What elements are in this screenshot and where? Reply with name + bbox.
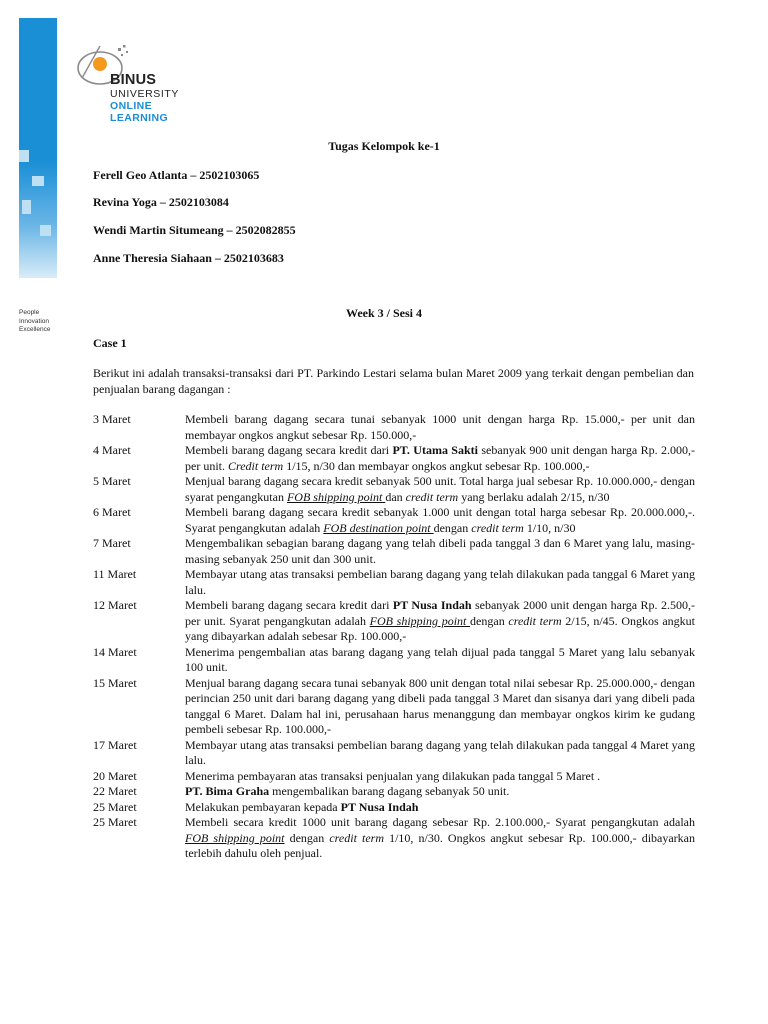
description-segment: 1/10, n/30. Ongkos angkut sebesar Rp. 100.000,- dibayarkan terlebih dahulu oleh penjual. [185, 830, 695, 860]
transaction-description [185, 676, 695, 738]
tagline-line: Excellence [19, 326, 51, 333]
tagline-line: People [19, 309, 40, 316]
logo-line: BINUS [110, 72, 157, 88]
description-segment: Membayar utang atas transaksi pembelian barang dagang yang telah dilakukan pada tanggal 6 Maret yang lalu. [185, 567, 695, 597]
transaction-description [185, 536, 695, 567]
description-segment: Menerima pengembalian atas barang dagang yang telah dijual pada tanggal 5 Maret yang lalu sebanyak 100 unit. [185, 644, 695, 674]
description-segment: Credit term [228, 458, 284, 473]
pixel-block [40, 225, 51, 236]
description-segment: PT Nusa Indah [392, 598, 472, 612]
pixel-block [32, 176, 44, 186]
transaction-date: 22 Maret [93, 784, 137, 798]
transaction-description [185, 815, 695, 862]
intro-paragraph: Berikut ini adalah transaksi-transaksi dari PT. Parkindo Lestari selama bulan Maret 2009 yang terkait dengan pembelian dan penjualan barang dagangan : [93, 366, 694, 396]
transaction-description [185, 505, 695, 536]
description-segment: credit term [508, 613, 562, 628]
transaction-row [93, 800, 695, 816]
transaction-description [185, 645, 695, 676]
transaction-description [185, 443, 695, 474]
transaction-description [185, 769, 695, 785]
session-title: Week 3 / Sesi 4 [345, 306, 422, 320]
transaction-row [93, 769, 695, 785]
tagline-line: Innovation [19, 317, 49, 325]
transaction-list [93, 412, 695, 862]
description-segment: 1/15, n/30 dan membayar ongkos angkut sebesar Rp. 100.000,- [283, 458, 590, 473]
description-segment: 1/10, n/30 [523, 520, 576, 535]
case-title: Case 1 [93, 336, 127, 350]
member-name: Ferell Geo Atlanta – 2502103065 [93, 168, 260, 182]
description-segment: PT. Utama Sakti [392, 443, 478, 457]
transaction-date: 3 Maret [93, 412, 131, 426]
transaction-description [185, 567, 695, 598]
description-segment: Membeli barang dagang secara kredit dari [185, 598, 393, 612]
transaction-description [185, 474, 695, 505]
description-segment: credit term [471, 520, 524, 535]
member-name: Revina Yoga – 2502103084 [93, 195, 229, 209]
transaction-date: 12 Maret [93, 598, 137, 612]
transaction-row [93, 505, 695, 536]
description-segment: credit term [405, 489, 459, 504]
description-segment: FOB destination point [323, 520, 434, 535]
description-segment: dengan [470, 613, 509, 628]
transaction-row [93, 567, 695, 598]
transaction-row [93, 598, 695, 645]
transaction-description [185, 412, 695, 443]
pixel-block [22, 200, 31, 214]
description-segment: Membeli barang dagang secara kredit sebanyak 1.000 unit dengan total harga sebesar Rp. 20.000.000,-. Syarat pengangkutan adalah [185, 505, 695, 535]
transaction-date: 14 Maret [93, 644, 137, 659]
description-segment: Melakukan pembayaran kepada [185, 799, 341, 814]
transaction-date: 20 Maret [93, 768, 137, 783]
transaction-date: 5 Maret [93, 474, 131, 488]
description-segment: mengembalikan barang dagang sebanyak 50 unit. [269, 784, 510, 798]
transaction-date: 25 Maret [93, 799, 137, 814]
description-segment: PT. Bima Graha [185, 784, 270, 798]
description-segment: sebanyak 2000 unit dengan harga Rp. 2.500,- per unit. Syarat pengangkutan adalah [185, 598, 695, 628]
description-segment: FOB shipping point [286, 489, 386, 504]
description-segment: Mengembalikan sebagian barang dagang yang telah dibeli pada tanggal 3 dan 6 Maret yang lalu, masing-masing sebanyak 250 unit dan 300 unit. [185, 536, 695, 566]
transaction-date: 6 Maret [93, 505, 131, 519]
description-segment: Menjual barang dagang secara kredit sebanyak 500 unit. Total harga jual sebesar Rp. 10.000.000,- dengan syarat pengangkutan [185, 474, 695, 504]
transaction-description [185, 784, 695, 800]
transaction-row [93, 536, 695, 567]
description-segment: Membeli barang dagang secara tunai sebanyak 1000 unit dengan harga Rp. 15.000,- per unit dan membayar ongkos angkut sebesar Rp. 150.000,- [185, 412, 695, 442]
description-segment: 2/15, n/45. Ongkos angkut yang dibayarkan adalah sebesar Rp. 100.000,- [185, 613, 696, 643]
member-name: Wendi Martin Situmeang – 2502082855 [93, 223, 296, 237]
logo-line: UNIVERSITY [110, 88, 180, 100]
description-segment: Menjual barang dagang secara tunai sebanyak 800 unit dengan total nilai sebesar Rp. 25.000.000,- dengan perincian 250 unit dari barang dagang yang dibeli pada tanggal 3 Maret dan sisanya dari yang dibeli pada tanggal 6 Maret. Dalam hal ini, perusahaan harus menanggung dan membayar ongkos kirim ke gudang pembeli sebesar Rp. 100.000,- [185, 675, 695, 736]
description-segment: dan [385, 489, 406, 504]
transaction-date: 11 Maret [93, 567, 137, 581]
description-segment: Membeli secara kredit 1000 unit barang dagang sebesar Rp. 2.100.000,- Syarat pengangkutan adalah [185, 815, 695, 829]
transaction-row [93, 474, 695, 505]
transaction-row [93, 412, 695, 443]
assignment-title: Tugas Kelompok ke-1 [328, 139, 440, 153]
transaction-row [93, 738, 695, 769]
transaction-row [93, 443, 695, 474]
transaction-description [185, 800, 695, 816]
transaction-date: 17 Maret [93, 737, 137, 752]
logo-wordmark [110, 73, 179, 124]
transaction-row [93, 784, 695, 800]
transaction-description [185, 738, 695, 769]
transaction-row [93, 676, 695, 738]
transaction-description [185, 598, 695, 645]
transaction-date: 25 Maret [93, 815, 137, 829]
description-segment: dengan [284, 830, 330, 845]
description-segment: Membayar utang atas transaksi pembelian barang dagang yang telah dilakukan pada tanggal 4 Maret yang lalu. [185, 737, 695, 767]
description-segment: dengan [433, 520, 472, 535]
transaction-row [93, 645, 695, 676]
logo-line: ONLINE [110, 100, 153, 112]
transaction-row [93, 815, 695, 862]
member-name: Anne Theresia Siahaan – 2502103683 [93, 251, 284, 265]
description-segment: Membeli barang dagang secara kredit dari [185, 443, 393, 457]
description-segment: sebanyak 900 unit dengan harga Rp. 2.000,- per unit. [185, 443, 695, 473]
logo-line: LEARNING [110, 112, 169, 124]
description-segment: PT Nusa Indah [340, 799, 419, 814]
description-segment: FOB shipping point [369, 613, 471, 628]
transaction-date: 7 Maret [93, 536, 131, 550]
description-segment: Menerima pembayaran atas transaksi penjualan yang dilakukan pada tanggal 5 Maret . [185, 768, 601, 783]
description-segment: credit term [329, 830, 384, 845]
transaction-date: 4 Maret [93, 443, 131, 457]
transaction-date: 15 Maret [93, 675, 137, 690]
description-segment: yang berlaku adalah 2/15, n/30 [458, 489, 610, 504]
description-segment: FOB shipping point [185, 830, 285, 845]
